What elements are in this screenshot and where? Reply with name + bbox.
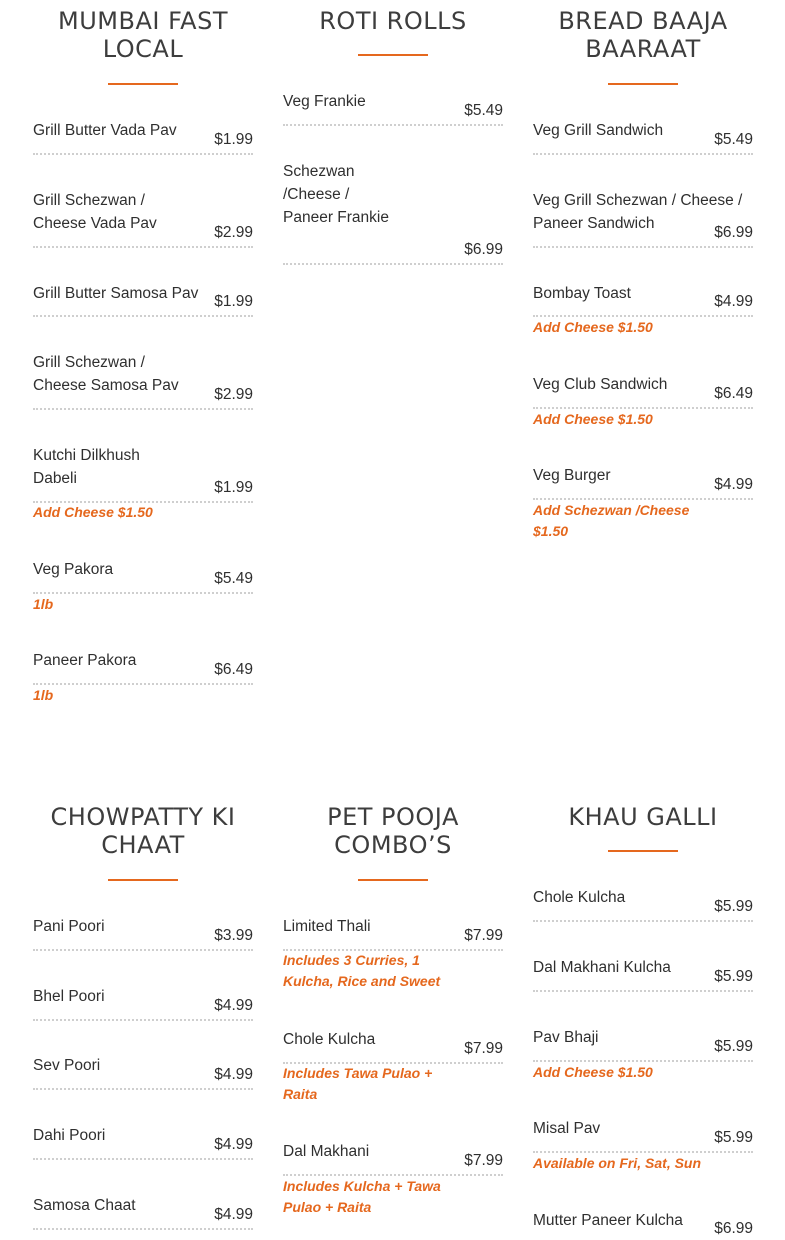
item-name: Schezwan /Cheese / Paneer Frankie [283,163,389,226]
dotted-divider [283,263,503,265]
item-price: $5.99 [714,898,753,915]
item-price: $5.99 [714,1038,753,1055]
item-price: $1.99 [214,293,253,310]
title-underline [108,83,178,85]
item-name: Dal Makhani [283,1143,370,1160]
item-name: Grill Butter Vada Pav [33,122,177,139]
dotted-divider [33,153,253,155]
item-note: 1lb [33,687,54,703]
item-price: $6.99 [714,224,753,241]
item-name: Grill Schezwan / Cheese Vada Pav [33,192,157,232]
item-price: $2.99 [214,224,253,241]
dotted-divider [33,315,253,317]
title-underline [358,879,428,881]
item-note: Includes 3 Curries, 1 Kulcha, Rice and Sweet [283,952,441,989]
item-price: $2.99 [214,386,253,403]
dotted-divider [33,1019,253,1021]
item-name: Grill Schezwan / Cheese Samosa Pav [33,354,179,394]
item-name: Sev Poori [33,1057,101,1074]
dotted-divider [283,124,503,126]
section-title: KHAU GALLI [568,803,718,831]
item-note: Add Cheese $1.50 [33,504,153,520]
section-title: BREAD BAAJA BAARAAT [558,7,728,63]
item-price: $1.99 [214,479,253,496]
item-name: Veg Frankie [283,93,366,110]
item-price: $5.99 [714,1129,753,1146]
item-name: Dal Makhani Kulcha [533,959,671,976]
dotted-divider [533,246,753,248]
title-underline [108,879,178,881]
item-price: $6.99 [464,241,503,258]
item-note: Add Schezwan /Cheese $1.50 [533,502,690,539]
item-price: $4.99 [214,1066,253,1083]
item-note: Includes Tawa Pulao + Raita [283,1065,433,1102]
item-note: Add Cheese $1.50 [533,319,653,335]
item-name: Limited Thali [283,918,371,935]
item-price: $3.99 [214,927,253,944]
item-name: Paneer Pakora [33,652,137,669]
dotted-divider [33,1088,253,1090]
dotted-divider [533,153,753,155]
item-name: Veg Pakora [33,561,114,578]
item-price: $5.49 [464,102,503,119]
dotted-divider [33,408,253,410]
item-price: $7.99 [464,1040,503,1057]
item-note: 1lb [33,596,54,612]
item-price: $4.99 [214,1136,253,1153]
item-price: $6.99 [714,1220,753,1237]
item-note: Available on Fri, Sat, Sun [533,1155,702,1171]
title-underline [608,83,678,85]
item-price: $5.49 [714,131,753,148]
item-price: $6.49 [214,661,253,678]
section-title: PET POOJA COMBO’S [327,803,459,859]
item-price: $4.99 [214,997,253,1014]
item-name: Misal Pav [533,1120,601,1137]
item-name: Veg Grill Schezwan / Cheese / Paneer Sandwich [533,192,743,232]
item-price: $4.99 [714,476,753,493]
item-price: $7.99 [464,1152,503,1169]
title-underline [608,850,678,852]
dotted-divider [33,1228,253,1230]
item-name: Bombay Toast [533,285,631,302]
item-name: Pani Poori [33,918,105,935]
item-note: Add Cheese $1.50 [533,411,653,427]
title-underline [358,54,428,56]
item-name: Bhel Poori [33,988,105,1005]
item-name: Pav Bhaji [533,1029,599,1046]
item-name: Chole Kulcha [283,1031,376,1048]
item-name: Mutter Paneer Kulcha [533,1212,683,1229]
item-name: Veg Burger [533,467,611,484]
item-price: $4.99 [714,293,753,310]
item-price: $4.99 [214,1206,253,1223]
item-name: Dahi Poori [33,1127,106,1144]
item-name: Veg Grill Sandwich [533,122,664,139]
item-price: $5.49 [214,570,253,587]
dotted-divider [533,990,753,992]
item-price: $5.99 [714,968,753,985]
dotted-divider [33,246,253,248]
item-name: Kutchi Dilkhush Dabeli [33,447,140,487]
item-price: $7.99 [464,927,503,944]
dotted-divider [33,949,253,951]
item-name: Chole Kulcha [533,889,626,906]
item-name: Veg Club Sandwich [533,376,668,393]
section-title: CHOWPATTY KI CHAAT [50,803,236,859]
dotted-divider [533,920,753,922]
item-price: $1.99 [214,131,253,148]
section-title: MUMBAI FAST LOCAL [58,7,228,63]
section-title: ROTI ROLLS [319,7,467,35]
item-name: Samosa Chaat [33,1197,136,1214]
dotted-divider [33,1158,253,1160]
item-note: Includes Kulcha + Tawa Pulao + Raita [283,1178,441,1215]
item-name: Grill Butter Samosa Pav [33,285,199,302]
item-price: $6.49 [714,385,753,402]
item-note: Add Cheese $1.50 [533,1064,653,1080]
